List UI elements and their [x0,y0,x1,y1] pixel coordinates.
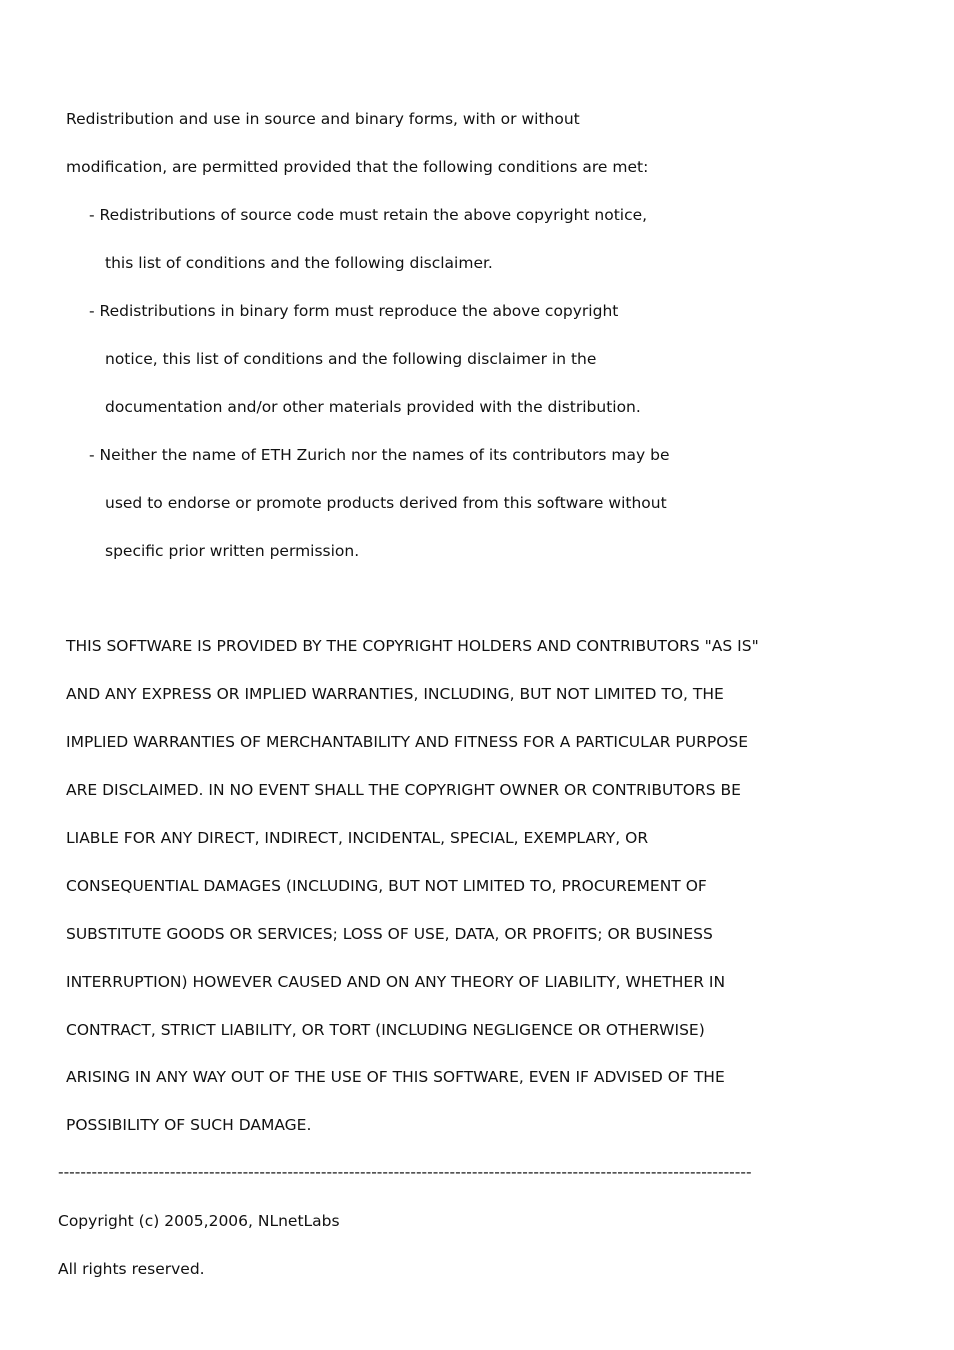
condition-2-continuation: documentation and/or other materials provided with the distribution. [105,398,641,416]
conditions-intro-line-2: modification, are permitted provided that the following conditions are met: [66,158,649,176]
disclaimer-line: CONSEQUENTIAL DAMAGES (INCLUDING, BUT NOT LIMITED TO, PROCUREMENT OF [66,877,707,895]
condition-3-continuation: used to endorse or promote products derived from this software without [105,494,667,512]
rights-notice: All rights reserved. [58,1260,205,1278]
disclaimer-line: AND ANY EXPRESS OR IMPLIED WARRANTIES, INCLUDING, BUT NOT LIMITED TO, THE [66,685,724,703]
condition-2-first-line: - Redistributions in binary form must reproduce the above copyright [89,302,619,320]
disclaimer-line: THIS SOFTWARE IS PROVIDED BY THE COPYRIGHT HOLDERS AND CONTRIBUTORS "AS IS" [66,637,759,655]
disclaimer-line: ARISING IN ANY WAY OUT OF THE USE OF THIS SOFTWARE, EVEN IF ADVISED OF THE [66,1068,725,1086]
disclaimer-line: POSSIBILITY OF SUCH DAMAGE. [66,1116,312,1134]
condition-3-first-line: - Neither the name of ETH Zurich nor the names of its contributors may be [89,446,670,464]
disclaimer-line: LIABLE FOR ANY DIRECT, INDIRECT, INCIDENTAL, SPECIAL, EXEMPLARY, OR [66,829,649,847]
conditions-intro-line-1: Redistribution and use in source and binary forms, with or without [66,110,580,128]
disclaimer-line: SUBSTITUTE GOODS OR SERVICES; LOSS OF USE, DATA, OR PROFITS; OR BUSINESS [66,925,713,943]
disclaimer-line: ARE DISCLAIMED. IN NO EVENT SHALL THE COPYRIGHT OWNER OR CONTRIBUTORS BE [66,781,741,799]
copyright-notice: Copyright (c) 2005,2006, NLnetLabs [58,1212,340,1230]
condition-3-continuation: specific prior written permission. [105,542,360,560]
disclaimer-line: INTERRUPTION) HOWEVER CAUSED AND ON ANY THEORY OF LIABILITY, WHETHER IN [66,973,726,991]
disclaimer-line: IMPLIED WARRANTIES OF MERCHANTABILITY AND FITNESS FOR A PARTICULAR PURPOSE [66,733,749,751]
disclaimer-line: CONTRACT, STRICT LIABILITY, OR TORT (INCLUDING NEGLIGENCE OR OTHERWISE) [66,1021,705,1039]
condition-1-first-line: - Redistributions of source code must retain the above copyright notice, [89,206,648,224]
condition-1-continuation: this list of conditions and the following disclaimer. [105,254,493,272]
section-divider: ---------------------------------------------------------------------------------------------------------------------------- [58,1163,752,1181]
condition-2-continuation: notice, this list of conditions and the following disclaimer in the [105,350,597,368]
